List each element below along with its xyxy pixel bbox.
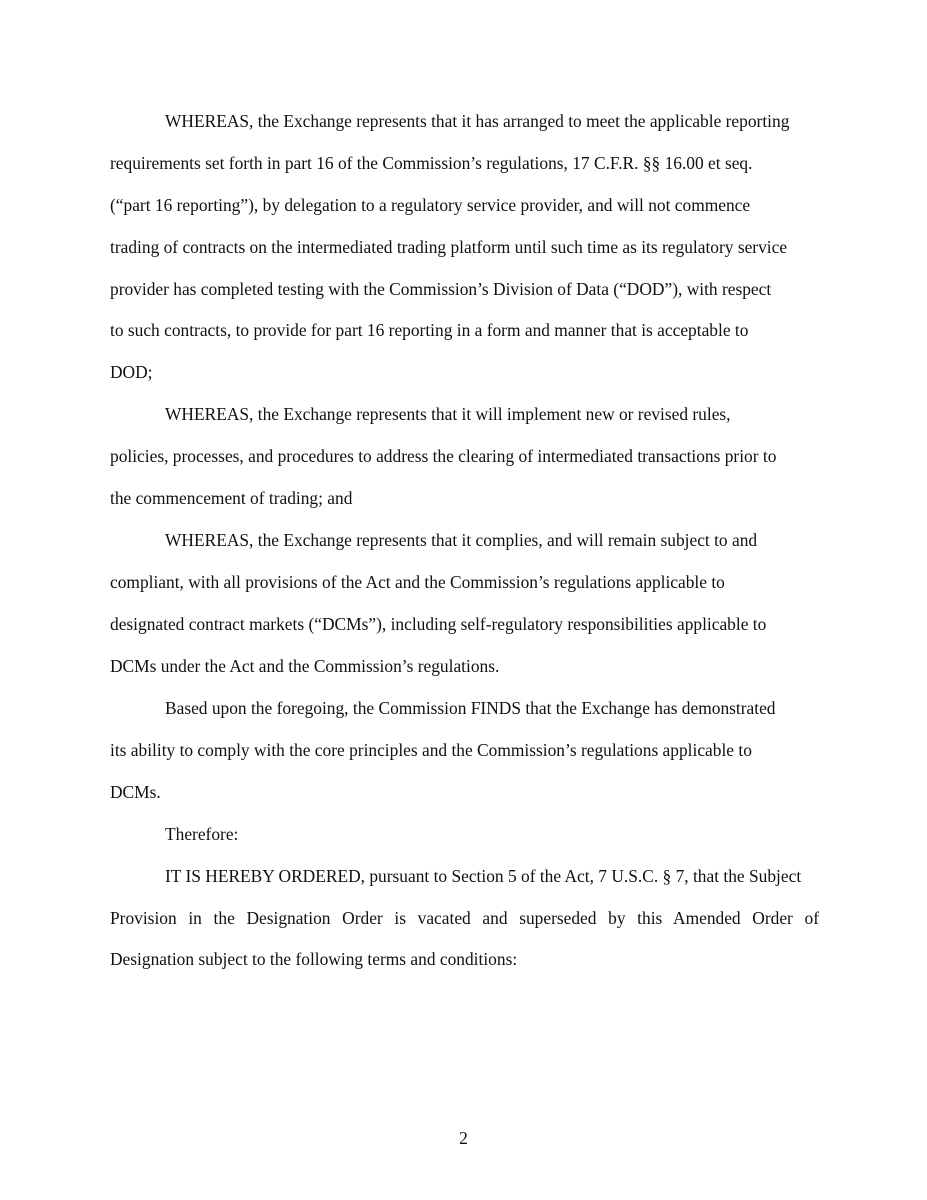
text-line: DCMs under the Act and the Commission’s regulations. [110,656,500,676]
text-line: Therefore: [165,824,239,844]
text-line: policies, processes, and procedures to address the clearing of intermediated transactions prior to [110,446,777,466]
text-line: IT IS HEREBY ORDERED, pursuant to Section 5 of the Act, 7 U.S.C. § 7, that the Subject [165,866,802,886]
text-line: to such contracts, to provide for part 16 reporting in a form and manner that is acceptable to [110,320,749,340]
text-line: Provision in the Designation Order is vacated and superseded by this Amended Order of [110,908,819,928]
text-line: WHEREAS, the Exchange represents that it complies, and will remain subject to and [165,530,758,550]
text-line: compliant, with all provisions of the Act and the Commission’s regulations applicable to [110,572,725,592]
text-line: requirements set forth in part 16 of the Commission’s regulations, 17 C.F.R. §§ 16.00 et seq. [110,153,753,173]
page-number: 2 [459,1128,468,1148]
text-line: WHEREAS, the Exchange represents that it will implement new or revised rules, [165,404,731,424]
text-line: (“part 16 reporting”), by delegation to a regulatory service provider, and will not commence [110,195,751,215]
text-line: WHEREAS, the Exchange represents that it has arranged to meet the applicable reporting [165,111,790,131]
text-line: DCMs. [110,782,161,802]
text-line: Based upon the foregoing, the Commission FINDS that the Exchange has demonstrated [165,698,776,718]
text-line: trading of contracts on the intermediated trading platform until such time as its regulatory service [110,237,788,257]
text-line: Designation subject to the following terms and conditions: [110,949,518,969]
text-line: the commencement of trading; and [110,488,353,508]
text-line: provider has completed testing with the Commission’s Division of Data (“DOD”), with respect [110,279,772,299]
text-line: designated contract markets (“DCMs”), including self-regulatory responsibilities applicable to [110,614,767,634]
text-line: DOD; [110,362,153,382]
text-line: its ability to comply with the core principles and the Commission’s regulations applicable to [110,740,752,760]
